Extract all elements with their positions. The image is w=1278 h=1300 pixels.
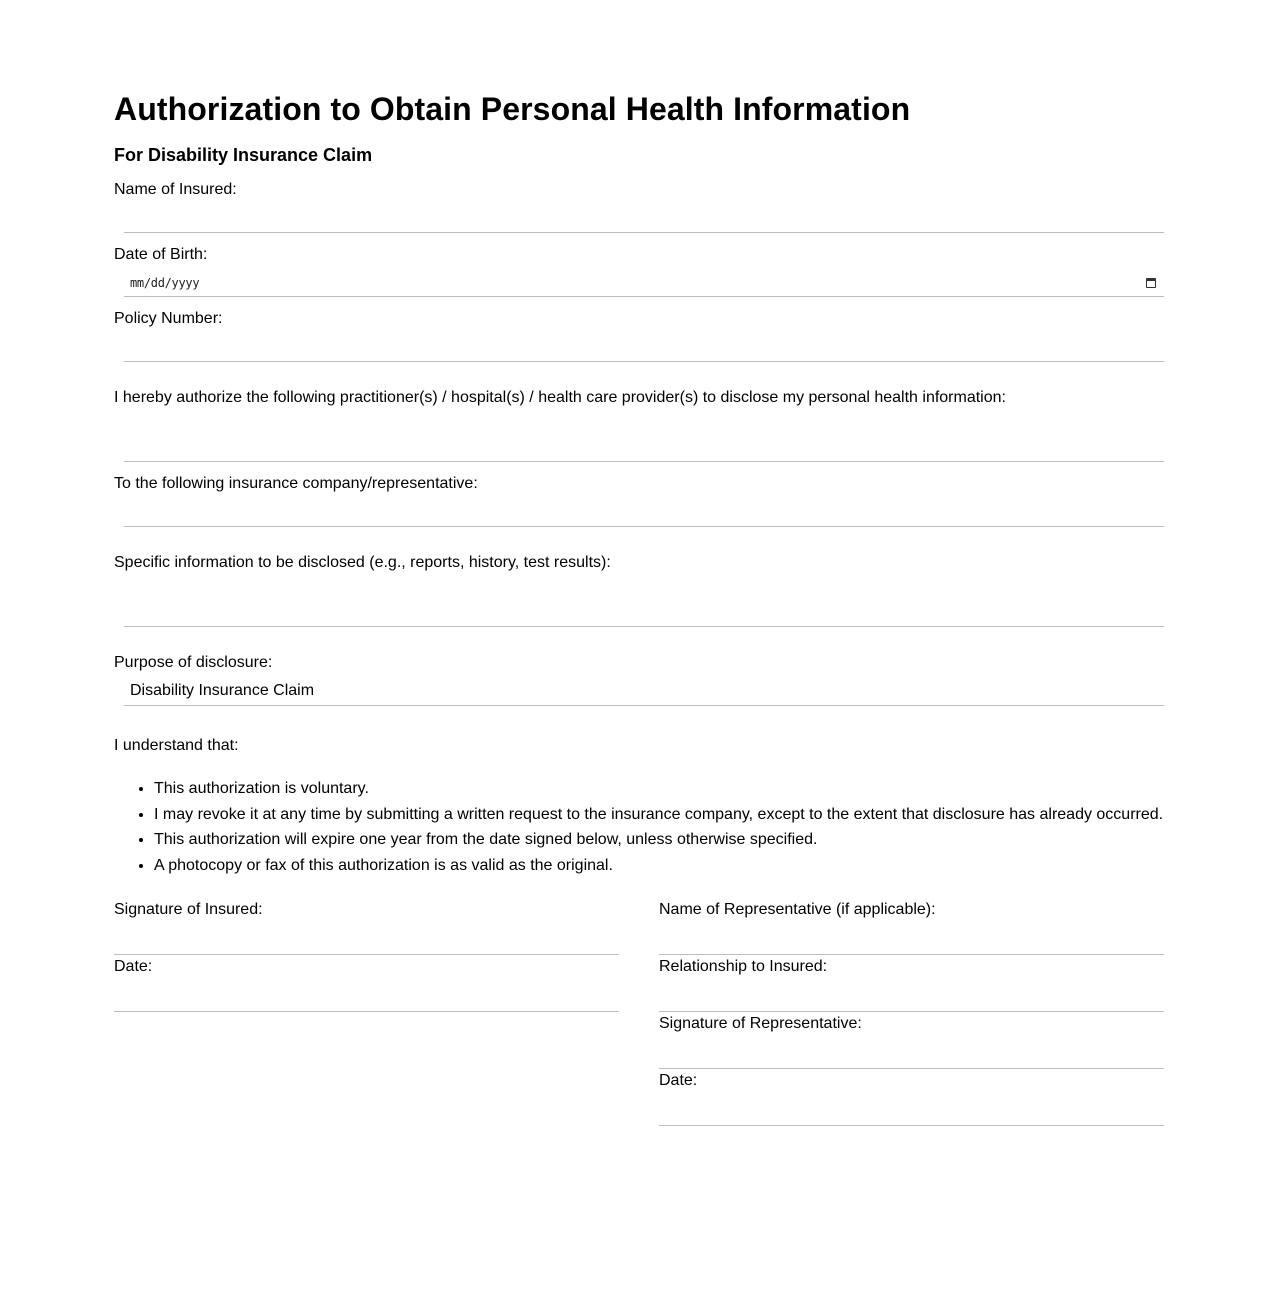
providers-label: I hereby authorize the following practitioner(s) / hospital(s) / health care provider(s) to disclose my personal health information: (114, 389, 1006, 406)
recipient-input[interactable] (124, 501, 1164, 527)
representative-signature-field[interactable] (659, 1068, 1164, 1069)
representative-date-field[interactable] (659, 1125, 1164, 1126)
specific-info-textarea[interactable] (124, 579, 1164, 627)
page-subtitle: For Disability Insurance Claim (114, 145, 373, 165)
purpose-label: Purpose of disclosure: (114, 654, 273, 671)
policy-number-input[interactable] (124, 336, 1164, 362)
page-title: Authorization to Obtain Personal Health Information (114, 91, 911, 127)
specific-info-label: Specific information to be disclosed (e.g., reports, history, test results): (114, 554, 611, 571)
relationship-label: Relationship to Insured: (659, 958, 828, 975)
date-of-birth-input[interactable] (124, 271, 1164, 297)
policy-number-label: Policy Number: (114, 310, 223, 327)
relationship-field[interactable] (659, 1011, 1164, 1012)
understanding-item: • This authorization is voluntary. (154, 776, 1163, 802)
date-of-birth-placeholder: mm/dd/yyyy (130, 276, 200, 290)
representative-signature-label: Signature of Representative: (659, 1015, 862, 1032)
signature-of-insured-field[interactable] (114, 954, 619, 955)
representative-date-label: Date: (659, 1072, 698, 1089)
understanding-heading: I understand that: (114, 737, 239, 754)
understanding-list (114, 776, 1163, 878)
insured-date-label: Date: (114, 958, 153, 975)
understanding-item: • I may revoke it at any time by submitting a written request to the insurance company, except to the extent that disclosure has already occurred. (154, 802, 1163, 828)
providers-textarea[interactable] (124, 414, 1164, 462)
understanding-item: • A photocopy or fax of this authorization is as valid as the original. (154, 853, 1163, 879)
date-of-birth-label: Date of Birth: (114, 246, 208, 263)
purpose-value: Disability Insurance Claim (130, 682, 315, 699)
representative-name-field[interactable] (659, 954, 1164, 955)
purpose-input[interactable] (124, 678, 1164, 706)
insured-date-field[interactable] (114, 1011, 619, 1012)
calendar-icon[interactable] (1146, 278, 1156, 288)
signature-of-insured-label: Signature of Insured: (114, 901, 263, 918)
understanding-item: • This authorization will expire one year from the date signed below, unless otherwise specified. (154, 827, 1163, 853)
recipient-label: To the following insurance company/representative: (114, 475, 478, 492)
representative-name-label: Name of Representative (if applicable): (659, 901, 936, 918)
name-of-insured-label: Name of Insured: (114, 181, 237, 198)
name-of-insured-input[interactable] (124, 207, 1164, 233)
